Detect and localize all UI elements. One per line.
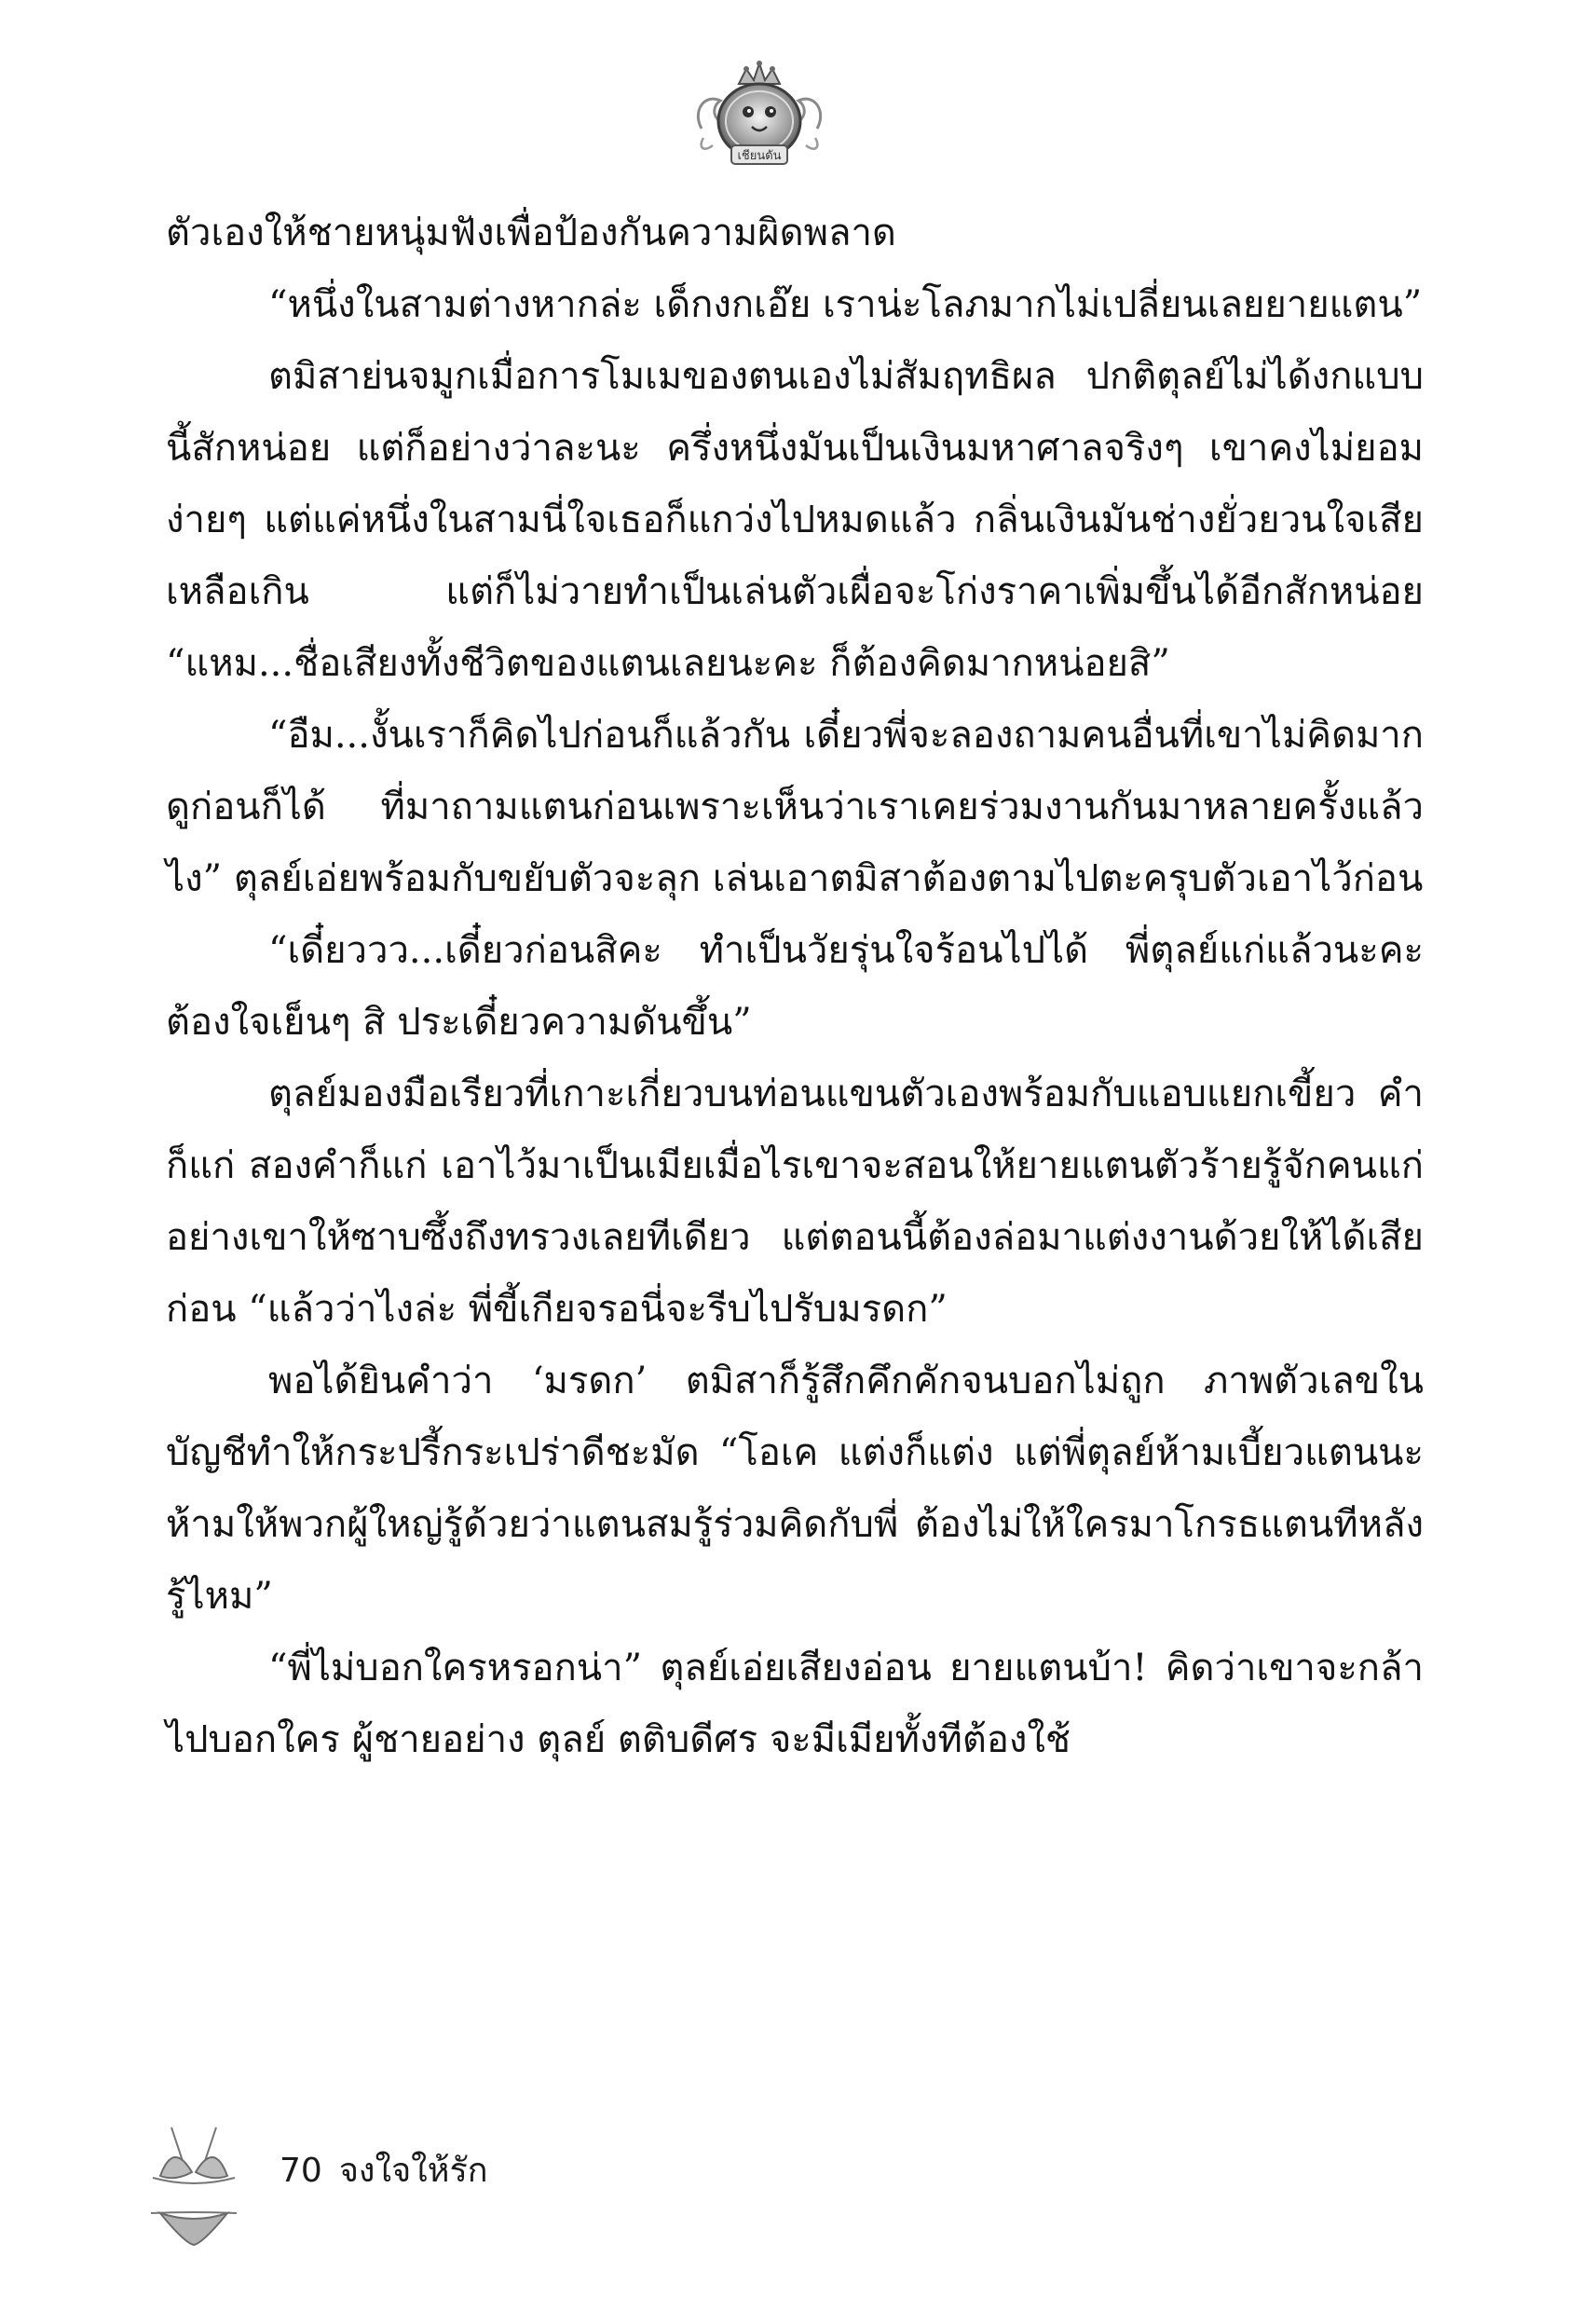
book-title: จงใจให้รัก <box>338 2152 488 2190</box>
page-number: 70 <box>280 2152 322 2190</box>
paragraph-7: พอได้ยินคำว่า ‘มรดก’ ตมิสาก็รู้สึกคึกคักจนบอกไม่ถูก ภาพตัวเลขในบัญชีทำให้กระปรี้กระเปร่าดีชะมัด “โอเค แต่งก็แต่ง แต่พี่ตุลย์ห้ามเบี้ยวแตนนะ ห้ามให้พวกผู้ใหญ่รู้ด้วยว่าแตนสมรู้ร่วมคิดกับพี่ ต้องไม่ให้ใครมาโกรธแตนทีหลังรู้ไหม” <box>166 1360 1424 1618</box>
paragraph-2: “หนึ่งในสามต่างหากล่ะ เด็กงกเอ๊ย เราน่ะโลภมากไม่เปลี่ยนเลยยายแตน” <box>268 283 1423 326</box>
paragraph-5: “เดี๋ยววว...เดี๋ยวก่อนสิคะ ทำเป็นวัยรุ่นใจร้อนไปได้ พี่ตุลย์แก่แล้วนะคะ ต้องใจเย็นๆ สิ ประเดี๋ยวความดันขึ้น” <box>166 929 1424 1044</box>
bikini-ornament-icon <box>147 2120 240 2260</box>
svg-text:เชียนดัน: เชียนดัน <box>737 149 782 163</box>
body-text <box>166 198 1424 1776</box>
paragraph-3: ตมิสาย่นจมูกเมื่อการโมเมของตนเองไม่สัมฤทธิผล ปกติตุลย์ไม่ได้งกแบบนี้สักหน่อย แต่ก็อย่างว่าละนะ ครึ่งหนึ่งมันเป็นเงินมหาศาลจริงๆ เขาคงไม่ยอมง่ายๆ แต่แค่หนึ่งในสามนี่ใจเธอก็แกว่งไปหมดแล้ว กลิ่นเงินมันช่างยั่วยวนใจเสียเหลือเกิน แต่ก็ไม่วายทำเป็นเล่นตัวเผื่อจะโก่งราคาเพิ่มขึ้นได้อีกสักหน่อย “แหม...ชื่อเสียงทั้งชีวิตของแตนเลยนะคะ ก็ต้องคิดมากหน่อยสิ” <box>166 355 1424 685</box>
paragraph-8: “พี่ไม่บอกใครหรอกน่า” ตุลย์เอ่ยเสียงอ่อน ยายแตนบ้า! คิดว่าเขาจะกล้าไปบอกใคร ผู้ชายอย่าง ตุลย์ ตติบดีศร จะมีเมียทั้งทีต้องใช้ <box>166 1647 1424 1761</box>
crown-emblem-icon <box>685 56 834 177</box>
paragraph-1: ตัวเองให้ชายหนุ่มฟังเพื่อป้องกันความผิดพลาด <box>166 212 896 254</box>
paragraph-4: “อืม...งั้นเราก็คิดไปก่อนก็แล้วกัน เดี๋ยวพี่จะลองถามคนอื่นที่เขาไม่คิดมากดูก่อนก็ได้ ที่มาถามแตนก่อนเพราะเห็นว่าเราเคยร่วมงานกันมาหลายครั้งแล้วไง” ตุลย์เอ่ยพร้อมกับขยับตัวจะลุก เล่นเอาตมิสาต้องตามไปตะครุบตัวเอาไว้ก่อน <box>166 714 1424 900</box>
page-footer <box>280 2148 488 2195</box>
paragraph-6: ตุลย์มองมือเรียวที่เกาะเกี่ยวบนท่อนแขนตัวเองพร้อมกับแอบแยกเขี้ยว คำก็แก่ สองคำก็แก่ เอาไว้มาเป็นเมียเมื่อไรเขาจะสอนให้ยายแตนตัวร้ายรู้จักคนแก่อย่างเขาให้ซาบซึ้งถึงทรวงเลยทีเดียว แต่ตอนนี้ต้องล่อมาแต่งงานด้วยให้ได้เสียก่อน “แล้วว่าไงล่ะ พี่ขี้เกียจรอนี่จะรีบไปรับมรดก” <box>166 1073 1424 1331</box>
